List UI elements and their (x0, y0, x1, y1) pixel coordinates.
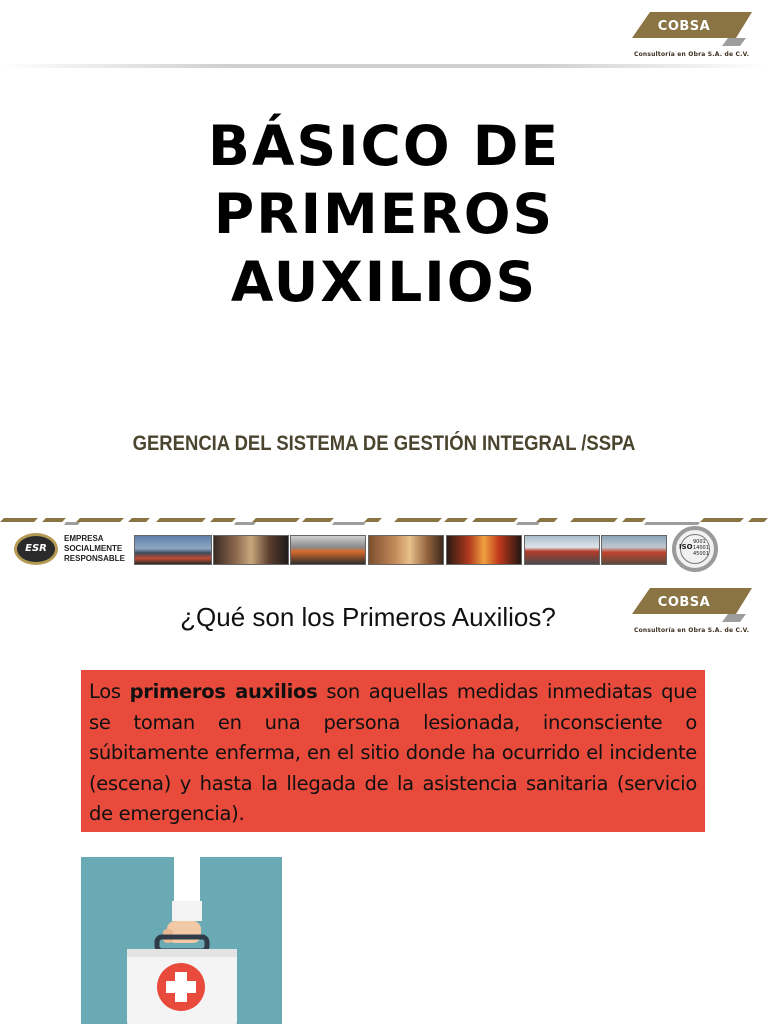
cobsa-logo (632, 12, 752, 64)
logo-brand: COBSA (657, 19, 711, 34)
esr-badge-group (14, 531, 134, 567)
photo-fire (446, 535, 522, 565)
iso-number-1: 9001 (693, 539, 706, 545)
iso-numbers (693, 539, 709, 557)
decorative-dash-row (0, 514, 768, 526)
esr-line-1: EMPRESA (64, 534, 104, 543)
esr-line-3: RESPONSABLE (64, 554, 125, 563)
definition-highlight: primeros auxilios (129, 680, 318, 703)
iso-number-2: 14001 (693, 545, 709, 551)
iso-number-3: 45001 (693, 551, 709, 557)
first-aid-kit-icon (81, 857, 282, 1024)
photo-machinery (524, 535, 600, 565)
definition-box (81, 670, 705, 832)
photo-plant (134, 535, 212, 565)
photo-pipes (213, 535, 289, 565)
esr-logo-icon (14, 533, 58, 565)
first-aid-illustration (81, 857, 282, 1024)
definition-rest: son aquellas medidas inmediatas que se toman en una persona lesionada, inconsciente o súbitamente enferma, en el sitio donde ha ocurrido el incidente (escena) y hasta la llegada de la asistencia sanitaria (servicio de emergencia). (89, 680, 697, 825)
iso-label: ISO (679, 543, 693, 551)
esr-line-2: SOCIALMENTE (64, 544, 123, 553)
esr-text (64, 534, 125, 564)
photo-worker (368, 535, 444, 565)
cobsa-logo-slide2 (632, 588, 752, 640)
definition-text (89, 677, 697, 830)
logo-tagline: Consultoría en Obra S.A. de C.V. (634, 51, 750, 58)
logo-tagline: Consultoría en Obra S.A. de C.V. (634, 627, 750, 634)
slide-title: BÁSICO DE PRIMEROS AUXILIOS (207, 114, 561, 314)
header-divider (0, 64, 768, 68)
photo-welding (290, 535, 366, 565)
iso-seal-icon (672, 526, 718, 572)
department-subtitle: GERENCIA DEL SISTEMA DE GESTIÓN INTEGRAL /SSPA (132, 432, 636, 455)
esr-badge-label: ESR (25, 543, 47, 554)
logo-brand: COBSA (657, 595, 711, 610)
question-title: ¿Qué son los Primeros Auxilios? (180, 602, 556, 632)
photo-excavation (601, 535, 667, 565)
definition-lead: Los (89, 680, 121, 703)
